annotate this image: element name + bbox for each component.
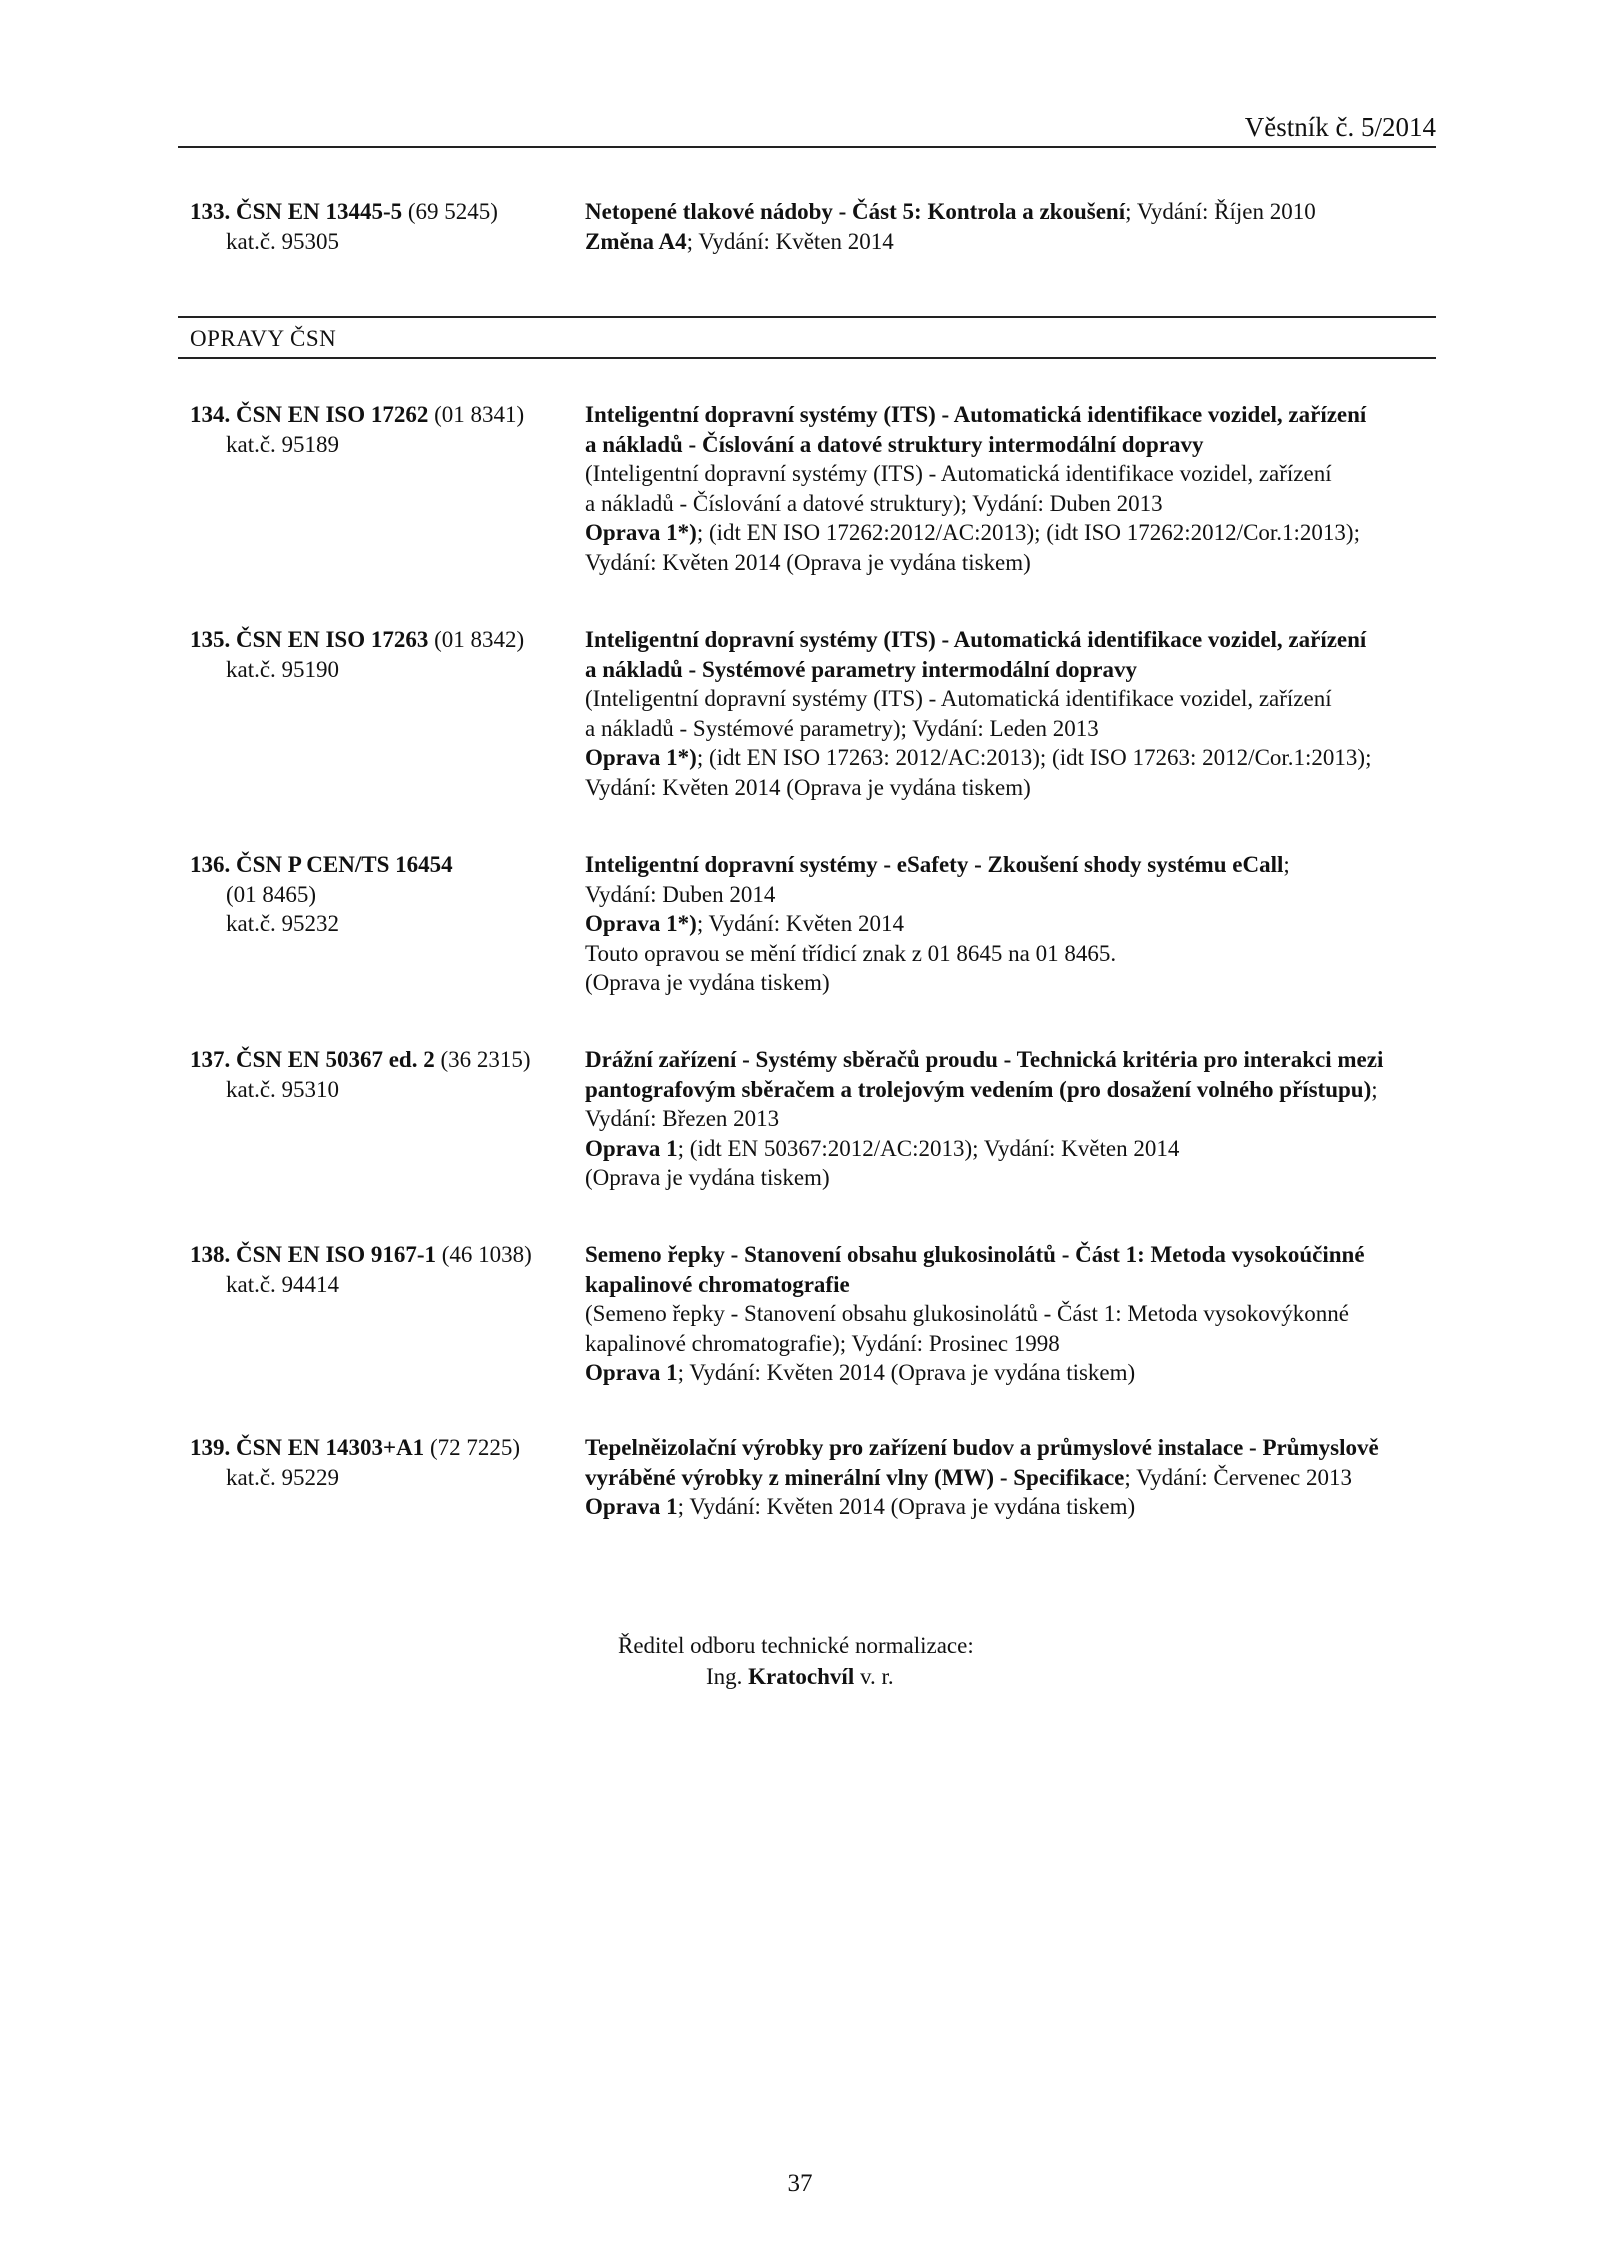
standard-code: ČSN EN 14303+A1: [236, 1435, 425, 1460]
description-line: [585, 909, 1445, 939]
signature-role: Ředitel odboru technické normalizace:: [618, 1633, 974, 1658]
description-line: [585, 1240, 1445, 1270]
description-text: ;: [1371, 1076, 1378, 1102]
entry-description: [585, 1240, 1445, 1388]
section-heading: [178, 316, 1436, 359]
description-line: [585, 625, 1445, 655]
description-text: ; Vydání: Říjen 2010: [1125, 199, 1316, 224]
entry-description: [585, 1045, 1445, 1193]
entry-number: 137.: [190, 1047, 231, 1072]
standard-code: ČSN EN ISO 9167-1: [236, 1242, 437, 1267]
description-text: ;: [1283, 852, 1290, 877]
description-text: (Semeno řepky - Stanovení obsahu glukosinolátů - Část 1: Metoda vysokovýkonné: [585, 1301, 1350, 1326]
description-line: [585, 430, 1445, 460]
catalog-number: kat.č. 95229: [226, 1464, 340, 1490]
description-line: [585, 1463, 1445, 1493]
description-line: [585, 1045, 1445, 1075]
signature-name: Kratochvíl: [748, 1664, 855, 1689]
classification-code: (69 5245): [407, 199, 498, 224]
description-text: ; (idt EN 50367:2012/AC:2013); Vydání: Květen 2014: [677, 1135, 1180, 1161]
description-line: [585, 684, 1445, 714]
catalog-number: kat.č. 95232: [226, 911, 340, 936]
description-bold-text: Oprava 1: [585, 1494, 678, 1519]
description-line: [585, 1075, 1445, 1105]
description-bold-text: Inteligentní dopravní systémy (ITS) - Automatická identifikace vozidel, zařízení: [585, 627, 1367, 652]
signature-name-line: [618, 1661, 974, 1692]
description-line: [585, 655, 1445, 685]
entry-number: 134.: [190, 402, 231, 427]
description-bold-text: a nákladů - Systémové parametry intermodální dopravy: [585, 656, 1137, 682]
description-bold-text: Drážní zařízení - Systémy sběračů proudu - Technická kritéria pro interakci mezi: [585, 1047, 1384, 1072]
entry-description: [585, 625, 1445, 802]
standard-code: ČSN P CEN/TS 16454: [236, 852, 453, 877]
bulletin-title: Věstník č. 5/2014: [1244, 112, 1436, 142]
classification-code: (01 8465): [226, 881, 317, 907]
entry-identifier: [190, 1045, 570, 1104]
description-bold-text: Inteligentní dopravní systémy - eSafety - Zkoušení shody systému eCall: [585, 852, 1284, 877]
description-text: Vydání: Květen 2014 (Oprava je vydána tiskem): [585, 774, 1031, 800]
description-bold-text: Oprava 1*): [585, 745, 697, 770]
description-text: Vydání: Duben 2014: [585, 881, 776, 907]
catalog-number: kat.č. 95189: [226, 431, 340, 457]
entry-identifier: [190, 197, 570, 256]
description-text: Touto opravou se mění třídicí znak z 01 8645 na 01 8465.: [585, 940, 1117, 966]
description-text: ; (idt EN ISO 17263: 2012/AC:2013); (idt ISO 17263: 2012/Cor.1:2013);: [696, 745, 1372, 770]
description-line: [585, 1329, 1445, 1359]
description-line: [585, 1299, 1445, 1329]
description-bold-text: Inteligentní dopravní systémy (ITS) - Automatická identifikace vozidel, zařízení: [585, 402, 1367, 427]
description-line: [585, 743, 1445, 773]
classification-code: (72 7225): [429, 1435, 521, 1460]
description-line: [585, 939, 1445, 969]
description-bold-text: Tepelněizolační výrobky pro zařízení budov a průmyslové instalace - Průmyslově: [585, 1435, 1379, 1460]
entry-code-line: [190, 400, 570, 430]
description-bold-text: kapalinové chromatografie: [585, 1271, 850, 1297]
description-line: [585, 1492, 1445, 1522]
description-line: [585, 1134, 1445, 1164]
description-line: [585, 850, 1445, 880]
description-text: ; Vydání: Květen 2014: [686, 228, 894, 254]
classification-code: (01 8342): [434, 627, 525, 652]
description-bold-text: pantografovým sběračem a trolejovým vedením (pro dosažení volného přístupu): [585, 1076, 1372, 1102]
entry-description: [585, 197, 1445, 256]
catalog-number: kat.č. 95310: [226, 1076, 340, 1102]
catalog-number: kat.č. 95190: [226, 656, 340, 682]
entry-identifier: [190, 1240, 570, 1299]
description-line: [585, 227, 1445, 257]
description-line: [585, 518, 1445, 548]
description-line: [585, 714, 1445, 744]
entry-identifier: [190, 1433, 570, 1492]
description-bold-text: vyráběné výrobky z minerální vlny (MW) - Specifikace: [585, 1464, 1125, 1490]
description-bold-text: Oprava 1*): [585, 911, 697, 936]
description-text: (Oprava je vydána tiskem): [585, 1165, 830, 1190]
description-line: [585, 1433, 1445, 1463]
description-bold-text: Semeno řepky - Stanovení obsahu glukosinolátů - Část 1: Metoda vysokoúčinné: [585, 1242, 1365, 1267]
entry-code-line: [190, 197, 570, 227]
classification-code: (36 2315): [440, 1047, 531, 1072]
description-bold-text: Oprava 1: [585, 1360, 678, 1385]
description-text: ; Vydání: Červenec 2013: [1124, 1464, 1352, 1490]
entry-description: [585, 850, 1445, 998]
description-text: (Oprava je vydána tiskem): [585, 970, 830, 995]
catalog-number: kat.č. 95305: [226, 228, 340, 254]
entry-identifier: [190, 625, 570, 684]
description-bold-text: Netopené tlakové nádoby - Část 5: Kontrola a zkoušení: [585, 199, 1126, 224]
entry-code-line: [190, 850, 570, 880]
entry-code-line: [190, 1433, 570, 1463]
description-bold-text: a nákladů - Číslování a datové struktury intermodální dopravy: [585, 431, 1204, 457]
entry-description: [585, 1433, 1445, 1522]
signature-prefix: Ing.: [706, 1664, 743, 1689]
description-text: kapalinové chromatografie); Vydání: Prosinec 1998: [585, 1330, 1060, 1356]
description-line: [585, 489, 1445, 519]
description-line: [585, 197, 1445, 227]
standard-code: ČSN EN ISO 17263: [236, 627, 429, 652]
standard-code: ČSN EN ISO 17262: [236, 402, 429, 427]
description-text: ; (idt EN ISO 17262:2012/AC:2013); (idt ISO 17262:2012/Cor.1:2013);: [696, 520, 1360, 545]
description-text: a nákladů - Číslování a datové struktury); Vydání: Duben 2013: [585, 490, 1163, 516]
entry-number: 135.: [190, 627, 231, 652]
section-heading-label: OPRAVY ČSN: [190, 326, 337, 351]
page-number: 37: [787, 2170, 813, 2197]
description-line: [585, 773, 1445, 803]
entry-description: [585, 400, 1445, 577]
description-line: [585, 880, 1445, 910]
description-line: [585, 1270, 1445, 1300]
entry-number: 139.: [190, 1435, 231, 1460]
classification-code: (01 8341): [434, 402, 525, 427]
description-text: ; Vydání: Květen 2014: [696, 911, 905, 936]
signature-suffix: v. r.: [859, 1664, 894, 1689]
description-line: [585, 968, 1445, 998]
signature-block: [618, 1630, 974, 1692]
description-line: [585, 1163, 1445, 1193]
entry-code-line: [190, 1045, 570, 1075]
description-line: [585, 548, 1445, 578]
page-header: [178, 106, 1436, 148]
entry-identifier: [190, 400, 570, 459]
standard-code: ČSN EN 13445-5: [236, 199, 403, 224]
entry-number: 136.: [190, 852, 231, 877]
entry-code-line: [190, 625, 570, 655]
description-line: [585, 459, 1445, 489]
entry-number: 133.: [190, 199, 231, 224]
catalog-number: kat.č. 94414: [226, 1271, 340, 1297]
description-text: ; Vydání: Květen 2014 (Oprava je vydána tiskem): [677, 1360, 1136, 1385]
description-bold-text: Oprava 1: [585, 1135, 678, 1161]
description-text: ; Vydání: Květen 2014 (Oprava je vydána tiskem): [677, 1494, 1136, 1519]
entry-code-line: [190, 1240, 570, 1270]
description-text: Vydání: Březen 2013: [585, 1106, 780, 1131]
description-line: [585, 1358, 1445, 1388]
description-text: Vydání: Květen 2014 (Oprava je vydána tiskem): [585, 549, 1031, 575]
description-line: [585, 400, 1445, 430]
description-line: [585, 1104, 1445, 1134]
entry-identifier: [190, 850, 570, 939]
entry-number: 138.: [190, 1242, 231, 1267]
description-bold-text: Oprava 1*): [585, 520, 697, 545]
classification-code: (46 1038): [441, 1242, 532, 1267]
standard-code: ČSN EN 50367 ed. 2: [236, 1047, 435, 1072]
description-text: (Inteligentní dopravní systémy (ITS) - Automatická identifikace vozidel, zařízení: [585, 461, 1332, 486]
description-text: (Inteligentní dopravní systémy (ITS) - Automatická identifikace vozidel, zařízení: [585, 686, 1332, 711]
description-text: a nákladů - Systémové parametry); Vydání: Leden 2013: [585, 715, 1099, 741]
description-bold-text: Změna A4: [585, 228, 687, 254]
